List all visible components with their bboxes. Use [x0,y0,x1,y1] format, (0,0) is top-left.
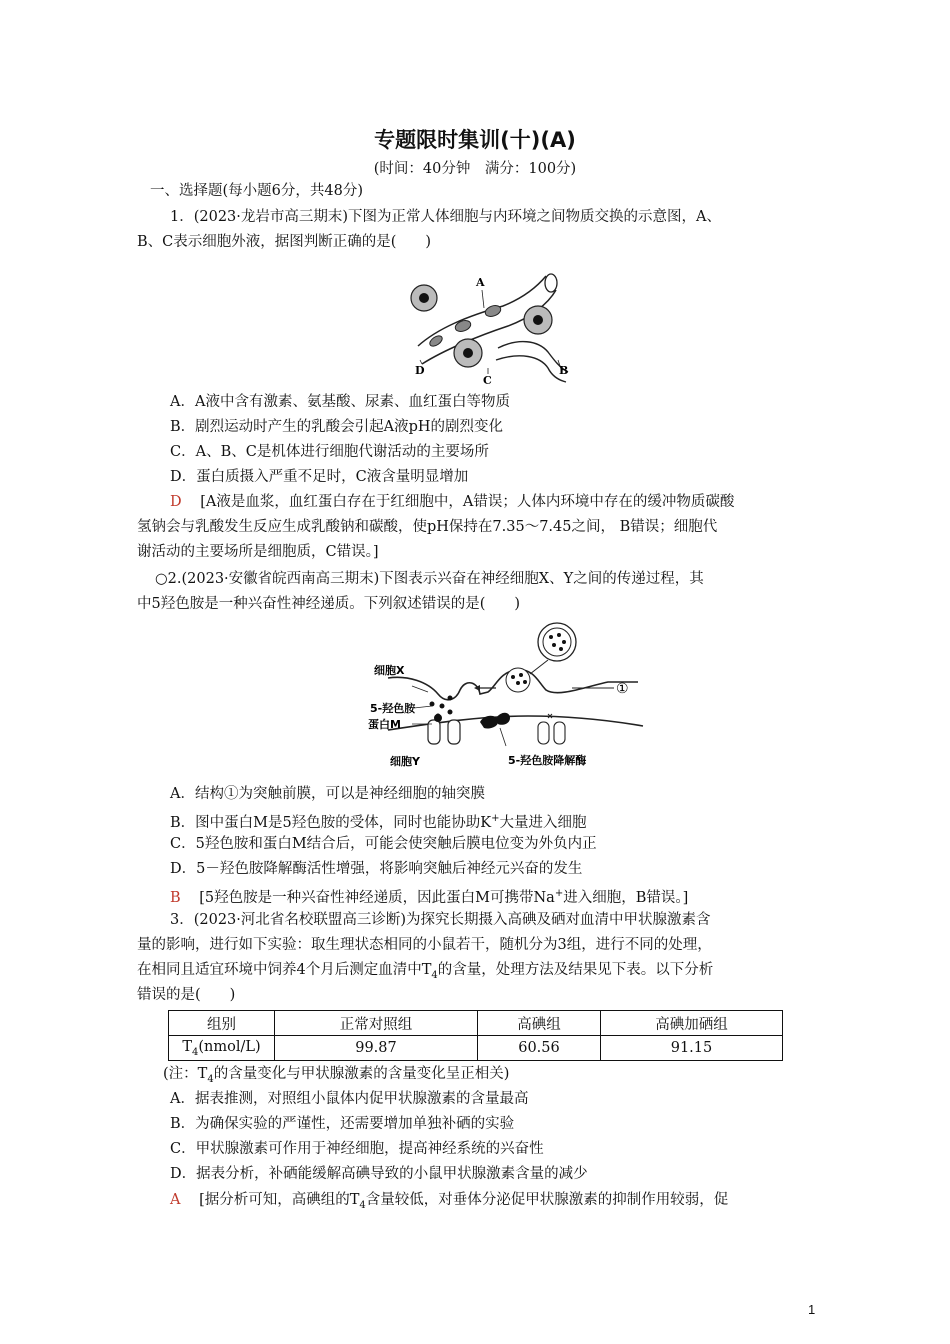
q2-label-protein-m: 蛋白M [368,718,401,731]
q1-nucleus [463,348,473,358]
q1-stem-line-2: B、C表示细胞外液，据图判断正确的是( ) [137,234,432,250]
q3-note: (注：$T_4$的含量变化与甲状腺激素的含量变化呈正相关) [163,1066,510,1085]
page-title: 专题限时集训(十)(A) [374,128,576,152]
q2-postsynaptic-membrane [388,716,643,730]
q1-option-c: C．A、B、C是机体进行细胞代谢活动的主要场所 [170,444,489,460]
q2-explanation: B [5羟色胺是一种兴奋性神经递质，因此蛋白M可携带Na+进入细胞，B错误。] [170,888,689,906]
q1-label-d: D [415,364,425,377]
q3-option-a: A．据表推测，对照组小鼠体内促甲状腺激素的含量最高 [170,1091,529,1107]
q2-label-cell-y: 细胞Y [390,755,420,768]
q1-lymph-lower [496,356,569,382]
table-cell: 99.87 [275,1036,478,1061]
q3-stem-line-2: 量的影响，进行如下实验：取生理状态相同的小鼠若干，随机分为3组，进行不同的处理， [137,937,712,953]
q2-pointer-enzyme [500,728,506,746]
q2-answer: B [170,889,181,906]
q2-option-d: D．5－羟色胺降解酶活性增强，将影响突触后神经元兴奋的发生 [170,861,583,877]
q2-protein-m-left [428,720,440,744]
table-cell: 91.15 [601,1036,783,1061]
q2-bound-serotonin [434,714,442,722]
table-header: 高碘加硒组 [601,1011,783,1036]
q2-protein-m-right [448,720,460,744]
q2-label-cell-x: 细胞X [374,664,405,677]
q2-vesicle [506,668,530,692]
q3-explanation: A [据分析可知，高碘组的$T_4$含量较低，对垂体分泌促甲状腺激素的抑制作用较弱，促 [170,1192,729,1211]
q2-stem-line-1: ○2.(2023·安徽省皖西南高三期末)下图表示兴奋在神经细胞X、Y之间的传递过程，其 [155,571,704,587]
q1-explanation-line-1 [170,492,850,512]
q2-enzyme-blob [496,713,510,725]
q1-vessel-end [545,274,557,292]
q3-table [168,1010,783,1061]
q1-label-b: B [559,364,569,377]
q2-figure [368,620,650,770]
table-header: 组别 [169,1011,275,1036]
q1-explanation-line-2: 氢钠会与乳酸发生反应生成乳酸钠和碳酸，使pH保持在7.35～7.45之间， B错误；细胞代 [137,519,718,535]
q1-blood-cell [484,304,502,319]
table-row [169,1036,783,1061]
q2-stem-line-2: 中5羟色胺是一种兴奋性神经递质。下列叙述错误的是( ) [137,596,521,612]
table-header: 正常对照组 [275,1011,478,1036]
q1-answer: D [170,494,182,510]
q1-figure [408,268,573,390]
q2-option-a: A．结构①为突触前膜，可以是神经细胞的轴突膜 [170,786,485,802]
q3-option-b: B．为确保实验的严谨性，还需要增加单独补硒的实验 [170,1116,515,1132]
q1-blood-cell [454,319,472,334]
q1-option-a: A．A液中含有激素、氨基酸、尿素、血红蛋白等物质 [170,394,510,410]
q2-channel-right [554,722,565,744]
q1-pointer-a [482,290,484,308]
q3-stem-line-3: 在相同且适宜环境中饲养4个月后测定血清中$T_4$的含量，处理方法及结果见下表。以下分析 [137,962,714,981]
table-cell: 60.56 [478,1036,601,1061]
q2-label-enzyme: 5-羟色胺降解酶 [508,754,587,767]
q3-option-c: C．甲状腺激素可作用于神经细胞，提高神经系统的兴奋性 [170,1141,544,1157]
q2-option-c: C．5羟色胺和蛋白M结合后，可能会使突触后膜电位变为外负内正 [170,836,597,852]
q3-option-d: D．据表分析，补硒能缓解高碘导致的小鼠甲状腺激素含量的减少 [170,1166,588,1182]
q3-answer: A [170,1192,181,1208]
q1-nucleus [533,315,543,325]
q2-label-structure-1: ① [616,681,629,697]
table-row [169,1011,783,1036]
q2-pointer-x [412,686,428,692]
q2-label-serotonin: 5-羟色胺 [370,702,416,715]
q1-label-a: A [476,276,485,289]
q1-explanation-line-3: 谢活动的主要场所是细胞质，C错误。] [137,544,379,560]
q1-expl-text-1: [A液是血浆，血红蛋白存在于红细胞中，A错误；人体内环境中存在的缓冲物质碳酸 [200,494,735,510]
q1-option-d: D．蛋白质摄入严重不足时，C液含量明显增加 [170,469,469,485]
q3-stem-line-1: 3．(2023·河北省名校联盟高三诊断)为探究长期摄入高碘及硒对血清中甲状腺激素含 [170,912,711,928]
q1-option-b: B．剧烈运动时产生的乳酸会引起A液pH的剧烈变化 [170,419,504,435]
page-subtitle: (时间：40分钟 满分：100分) [373,161,577,177]
table-header: 高碘组 [478,1011,601,1036]
q2-vesicle-zoom-inner [543,628,571,656]
q2-channel-left [538,722,549,744]
section-heading: 一、选择题(每小题6分，共48分) [150,183,363,199]
q2-pointer-serotonin [414,706,432,708]
q2-zoom-line [530,660,548,674]
page-number: 1 [808,1302,816,1317]
q1-stem-line-1: 1．(2023·龙岩市高三期末)下图为正常人体细胞与内环境之间物质交换的示意图，A、 [170,209,722,225]
q1-nucleus [419,293,429,303]
q1-label-c: C [483,374,492,387]
q2-option-b: B．图中蛋白M是5羟色胺的受体，同时也能协助K+大量进入细胞 [170,813,587,831]
q3-stem-line-4: 错误的是( ) [137,987,236,1003]
table-row-label: $T_4(nmol/L)$ [169,1036,275,1061]
